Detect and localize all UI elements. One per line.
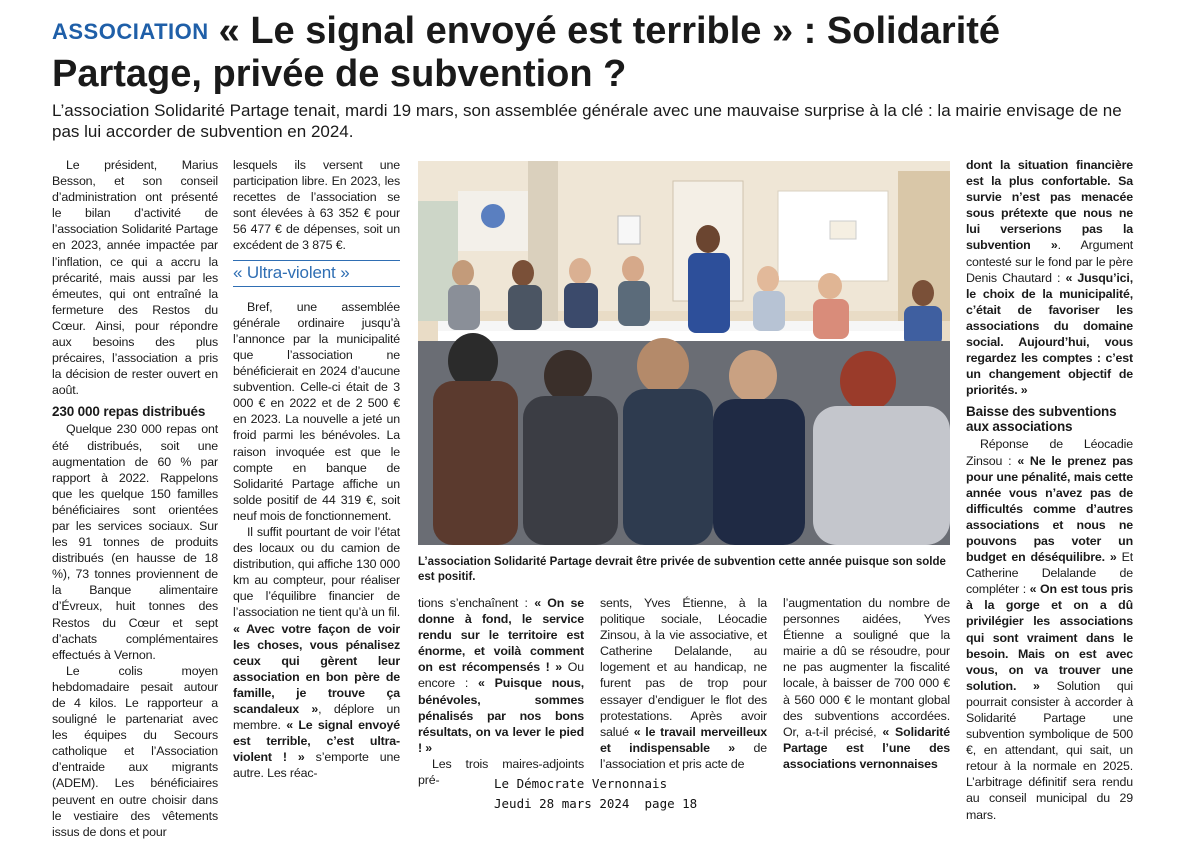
meeting-photo-illustration bbox=[418, 161, 950, 545]
column-5 bbox=[783, 595, 950, 772]
column-2 bbox=[233, 157, 400, 781]
quote: « Ne le prenez pas pour une pénalité, mais cette année vous n’avez pas de difficultés comme d’autres associations et nous ne pouvons pas voter un budget en déséquilibre. » bbox=[966, 453, 1134, 565]
section-kicker: ASSOCIATION bbox=[52, 19, 209, 44]
text-run: Réponse de Léocadie Zinsou : bbox=[966, 437, 1133, 468]
article-photo bbox=[418, 161, 950, 545]
paragraph bbox=[600, 595, 767, 772]
text-run: . Argument contesté sur le fond par le père Denis Chautard : bbox=[966, 238, 1134, 285]
text-run: Et Catherine Delalande de compléter : bbox=[966, 550, 1134, 597]
page-footer bbox=[494, 774, 697, 814]
quote: « Jusqu’ici, le choix de la municipalité, c’était de favoriser les associations du domaine social. Aujourd’hui, vous regardez les comptes : c’est un changement objectif de priorités. » bbox=[966, 270, 1133, 398]
paragraph bbox=[233, 524, 400, 782]
paragraph bbox=[418, 595, 584, 756]
publication-date-page: Jeudi 28 mars 2024 page 18 bbox=[494, 796, 698, 811]
paragraph: lesquels ils versent une participation libre. En 2023, les recettes de l’association se sont élevées à 63 352 € pour 56 477 € de dépenses, soit un excédent de 3 875 €. bbox=[233, 158, 400, 253]
text-run: , déplore un membre. bbox=[233, 702, 400, 733]
text-run: s’emporte une autre. Les réac- bbox=[233, 750, 400, 781]
quote: « On est tous pris à la gorge et on a dû privilégier les associations qui sont vraiment dans le besoin. Mais on est avec vous, on va trouver une solution. » bbox=[966, 582, 1133, 693]
quote: « Avec votre façon de voir les choses, vous pénalisez ceux qui gèrent leur association en bon père de famille, je trouve ça scandaleux » bbox=[233, 621, 400, 716]
quote: « On se donne à fond, le service rendu sur le territoire est énorme, et voilà comment on est récompensés ! » bbox=[418, 596, 585, 675]
text-run: Ou encore : bbox=[418, 660, 584, 691]
text-run: sents, Yves Étienne, à la politique sociale, Léocadie Zinsou, à la vie associative, et Catherine Delalande, au logement et au handicap, ne furent pas de trop pour essayer d’endiguer le flot des protestations. Après avoir salué bbox=[600, 596, 767, 739]
paragraph bbox=[783, 595, 950, 772]
article-standfirst: L’association Solidarité Partage tenait, mardi 19 mars, son assemblée générale avec une mauvaise surprise à la clé : la mairie envisage de ne pas lui accorder de subvention en 2024. bbox=[52, 101, 1122, 141]
paragraph: Quelque 230 000 repas ont été distribués, soit une augmentation de 60 % par rapport à 2022. Rappelons que les quelque 150 familles bénéficiaires sont orientées par les services sociaux. Sur les 91 tonnes de produits distribués (en hausse de 18 %), 73 tonnes proviennent de la Banque alimentaire d’Évreux, huit tonnes des Restos du Cœur et sept d’achats complémentaires effectués à Vernon. bbox=[52, 422, 218, 662]
column-4 bbox=[600, 595, 767, 772]
paragraph: Le président, Marius Besson, et son conseil d’administration ont présenté le bilan d’activité de l’association Solidarité Partage en 2023, année impactée par l’inflation, ce qui a accru la précarité, mais aussi par les émeutes, qui ont entraîné la fermeture des Restos du Cœur. Ainsi, pour répondre aux besoins des plus précaires, l’association a pris la décision de rester ouvert en août. bbox=[52, 158, 218, 398]
headline-text: « Le signal envoyé est terrible » : Solidarité Partage, privée de subvention ? bbox=[52, 10, 1001, 95]
text-run: l’augmentation du nombre de personnes aidées, Yves Étienne a souligné que la mairie a dû se résoudre, pour ne pas augmenter la fiscalité locale, à baisser de 700 000 € à 560 000 € le montant global des subventions accordées. Or, a-t-il précisé, bbox=[783, 596, 950, 739]
quote: dont la situation financière est la plus confortable. Sa survie n’est pas menacée sous prétexte que nous ne lui verserions pas la subvention » bbox=[966, 158, 1133, 253]
photo-caption: L’association Solidarité Partage devrait être privée de subvention cette année puisque son solde est positif. bbox=[418, 556, 946, 583]
subheading: Baisse des subventions aux associations bbox=[966, 404, 1117, 435]
quote: « Solidarité Partage est l’une des associations vernonnaises bbox=[783, 724, 951, 771]
intertitle: « Ultra-violent » bbox=[233, 260, 400, 287]
column-1 bbox=[52, 157, 218, 840]
quote: « le travail merveilleux et indispensable » bbox=[600, 724, 767, 755]
paragraph: Les trois maires-adjoints pré- bbox=[418, 756, 584, 788]
quote: « Le signal envoyé est terrible, c’est ultra-violent ! » bbox=[233, 718, 400, 765]
column-6 bbox=[966, 157, 1133, 823]
subheading: 230 000 repas distribués bbox=[52, 404, 206, 420]
paragraph: Le colis moyen hebdomadaire pesait autour de 4 kilos. Le rapporteur a souligné le partenariat avec les équipes du Secours catholique et l’Association d’entraide aux migrants (ADEM). Les bénéficiaires peuvent en outre choisir dans le vestiaire des vêtements issus de dons et pour bbox=[52, 663, 218, 839]
text-run: de l’association et pris acte de bbox=[600, 740, 767, 771]
publication-name: Le Démocrate Vernonnais bbox=[494, 776, 668, 791]
paragraph: Bref, une assemblée générale ordinaire jusqu’à l’annonce par la municipalité que l’association ne bénéficierait en 2024 d’aucune subvention. Celle-ci était de 3 000 € en 2022 et de 2 500 € en 2023. La nouvelle a jeté un froid parmi les bénévoles. La raison invoquée est que le compte en banque de Solidarité Partage affiche un solde positif de 44 319 €, soit neuf mois de fonctionnement. bbox=[233, 299, 400, 523]
text-run: Solution qui pourrait consister à accorder à Solidarité Partage une subvention symbolique de 500 €, en attendant, qui sait, un retour à la normale en 2025. L’arbitrage définitif sera rendu au conseil municipal du 29 mars. bbox=[966, 678, 1134, 822]
text-run: Il suffit pourtant de voir l’état des locaux ou du camion de distribution, qui affiche 130 000 km au compteur, pour réaliser que l’équilibre financier de l’association ne tient qu’à un fil. bbox=[233, 524, 400, 620]
paragraph bbox=[966, 157, 1133, 398]
quote: « Puisque nous, bénévoles, sommes pénalisés par nos bons résultats, on va lever le pied ! » bbox=[418, 676, 584, 755]
column-3 bbox=[418, 595, 584, 788]
paragraph bbox=[966, 436, 1133, 822]
article-headline bbox=[52, 10, 1152, 95]
text-run: tions s’enchaînent : bbox=[418, 596, 535, 610]
